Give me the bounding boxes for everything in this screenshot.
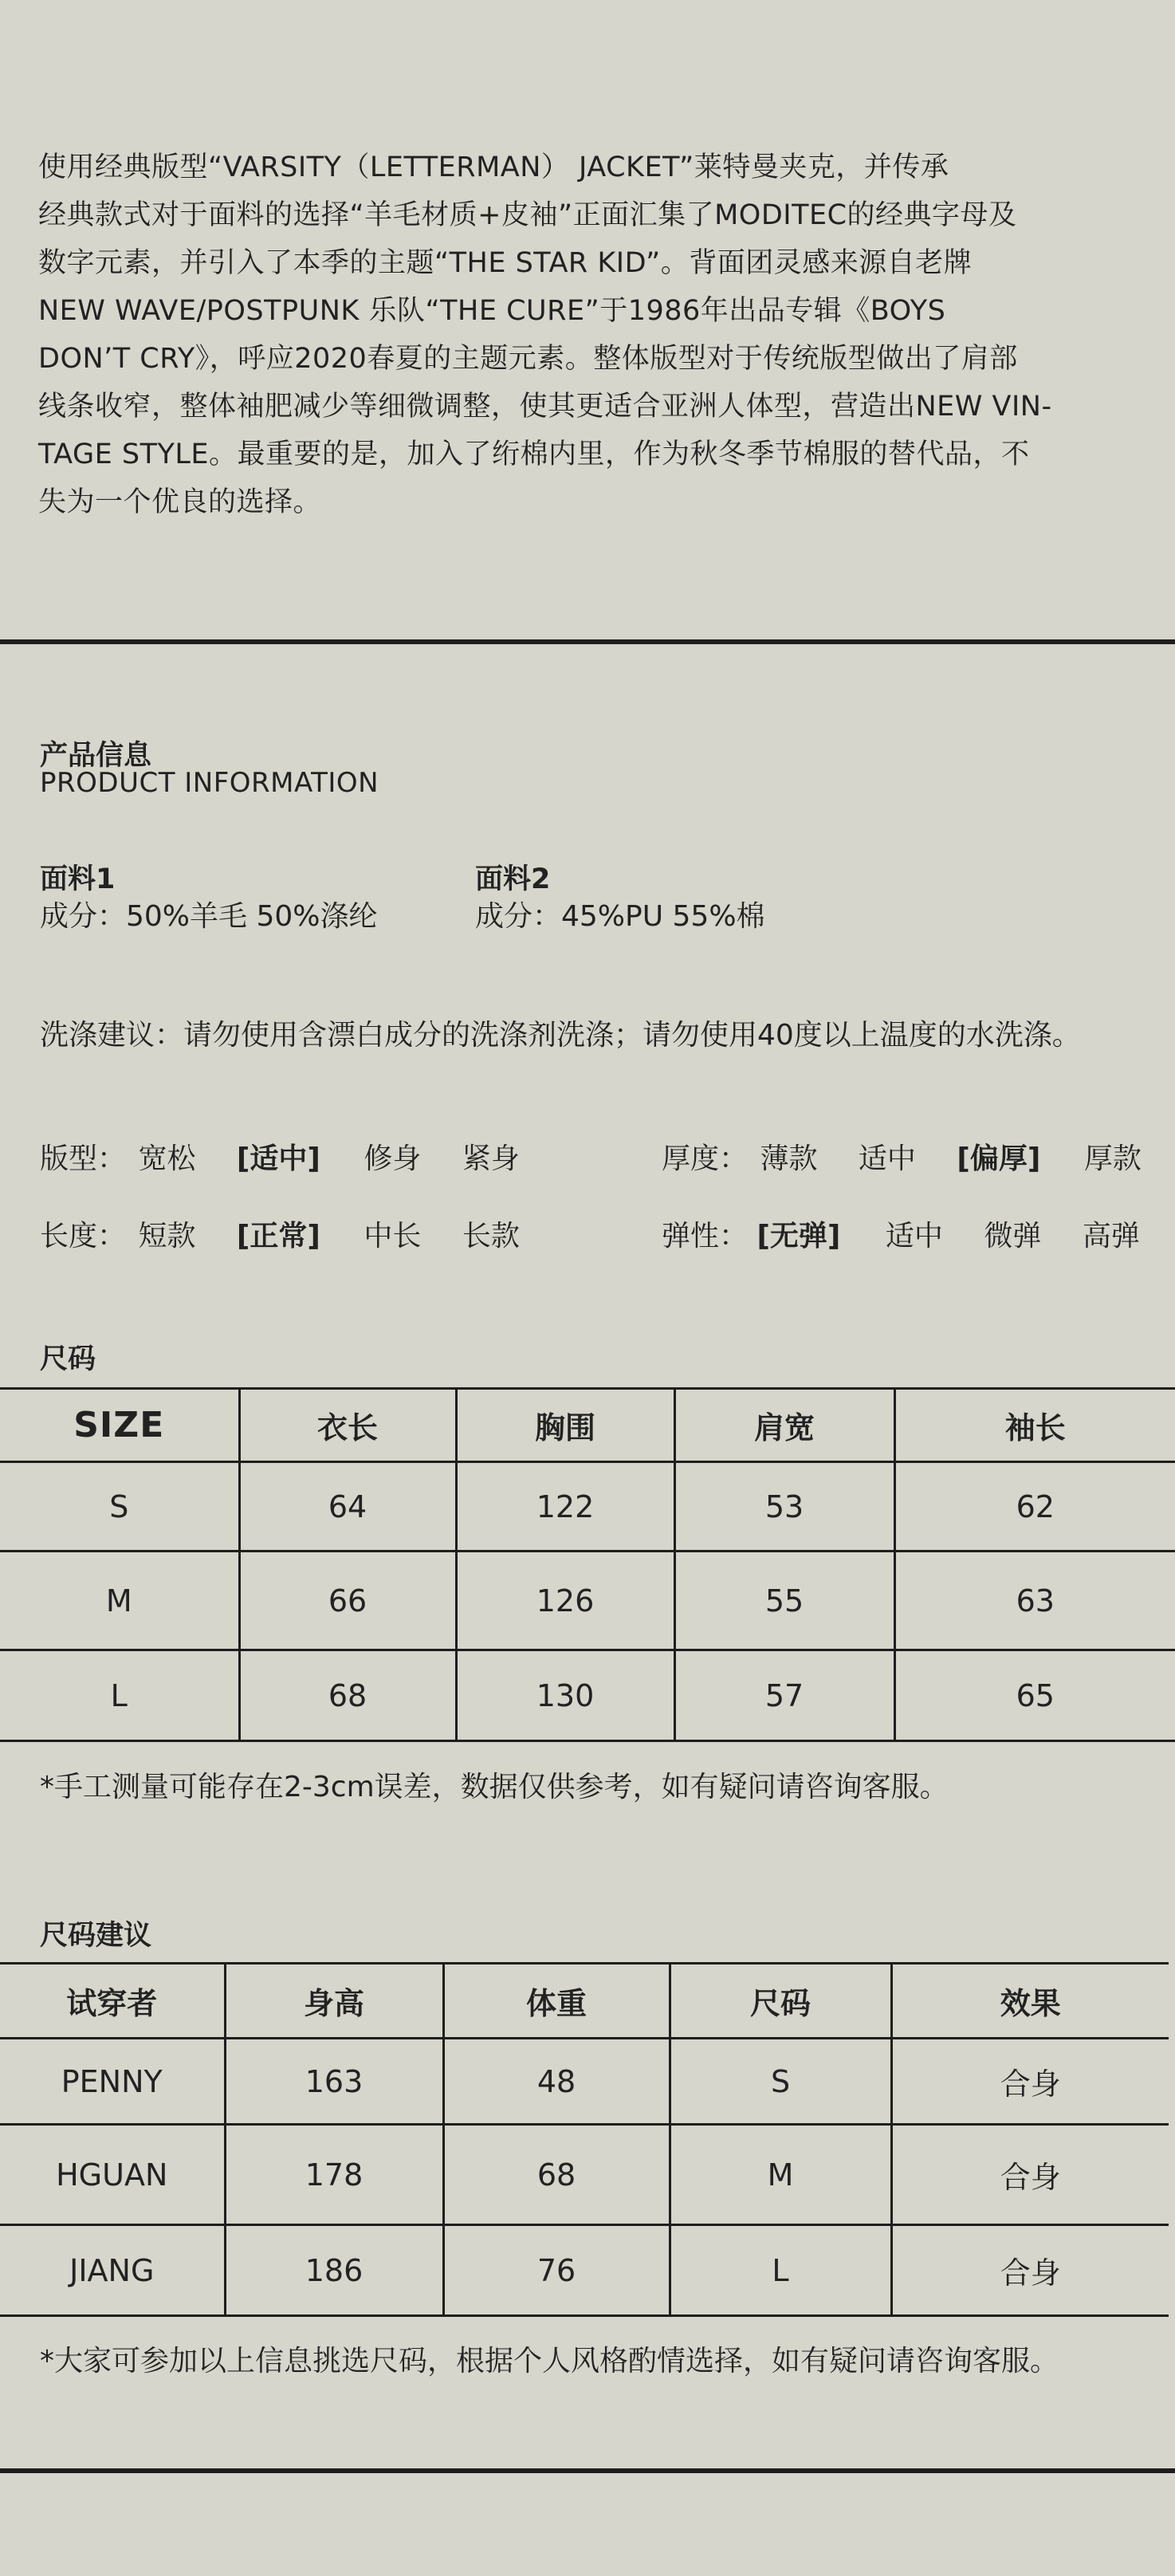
table-cell: 48 <box>443 2039 670 2125</box>
fabric2-label: 面料2 <box>475 863 551 895</box>
length-option: 长款 <box>462 1220 520 1253</box>
product-info-title-en: PRODUCT INFORMATION <box>40 767 379 799</box>
intro-line: DON’T CRY》，呼应2020春夏的主题元素。整体版型对于传统版型做出了肩部 <box>38 343 1018 375</box>
fit-suggestion-header: 身高 <box>225 1964 443 2039</box>
table-cell: 合身 <box>891 2125 1169 2225</box>
section-divider <box>0 639 1175 644</box>
table-cell: 163 <box>225 2039 443 2125</box>
intro-line: NEW WAVE/POSTPUNK 乐队“THE CURE”于1986年出品专辑《BOYS <box>38 295 946 327</box>
table-cell: 68 <box>239 1650 456 1741</box>
size-chart-title: 尺码 <box>40 1343 96 1375</box>
elasticity-label: 弹性： <box>662 1220 749 1253</box>
table-row <box>0 2225 1169 2316</box>
table-cell: 53 <box>674 1462 894 1551</box>
elasticity-option: 适中 <box>885 1220 943 1253</box>
intro-line: 数字元素，并引入了本季的主题“THE STAR KID”。背面团灵感来源自老牌 <box>38 247 973 279</box>
intro-line: 使用经典版型“VARSITY（LETTERMAN） JACKET”莱特曼夹克，并传承 <box>38 151 949 183</box>
fit-suggestion-header: 效果 <box>891 1964 1169 2039</box>
table-cell: 130 <box>456 1650 674 1741</box>
bottom-divider <box>0 2468 1175 2473</box>
table-row <box>0 2125 1169 2225</box>
table-cell: L <box>670 2225 891 2316</box>
fit-suggestion-header: 尺码 <box>670 1964 891 2039</box>
thickness-option: 适中 <box>858 1142 916 1175</box>
fabric1-value: 成分：50%羊毛 50%涤纶 <box>40 900 378 933</box>
size-chart-header: 袖长 <box>894 1389 1175 1462</box>
table-cell: 57 <box>674 1650 894 1741</box>
intro-line: 线条收窄，整体袖肥减少等细微调整，使其更适合亚洲人体型，营造出NEW VIN- <box>38 391 1052 423</box>
intro-line: 失为一个优良的选择。 <box>38 486 322 518</box>
table-cell: S <box>0 1462 239 1551</box>
table-cell: 126 <box>456 1551 674 1650</box>
size-chart-table <box>0 1387 1175 1742</box>
elasticity-attribute <box>662 1213 1140 1254</box>
table-cell: 62 <box>894 1462 1175 1551</box>
fit-label: 版型： <box>40 1142 127 1175</box>
table-cell: 186 <box>225 2225 443 2316</box>
fit-option: 紧身 <box>462 1142 520 1175</box>
thickness-option-selected: [偏厚] <box>957 1142 1041 1175</box>
table-cell: 64 <box>239 1462 456 1551</box>
product-info-title-cn: 产品信息 <box>40 740 152 772</box>
fit-option: 修身 <box>364 1142 422 1175</box>
table-cell: HGUAN <box>0 2125 225 2225</box>
fit-suggestion-note: *大家可参加以上信息挑选尺码，根据个人风格酌情选择，如有疑问请咨询客服。 <box>40 2345 1059 2377</box>
table-cell: 63 <box>894 1551 1175 1650</box>
table-cell: 68 <box>443 2125 670 2225</box>
fit-suggestion-header: 体重 <box>443 1964 670 2039</box>
table-cell: 122 <box>456 1462 674 1551</box>
fit-attribute <box>40 1136 520 1177</box>
table-cell: 合身 <box>891 2225 1169 2316</box>
size-chart-note: *手工测量可能存在2-3cm误差，数据仅供参考，如有疑问请咨询客服。 <box>40 1771 949 1803</box>
size-chart-header: 胸围 <box>456 1389 674 1462</box>
fabric1-label: 面料1 <box>40 863 116 895</box>
thickness-option: 薄款 <box>760 1142 818 1175</box>
length-attribute <box>40 1213 520 1254</box>
fabric2-value: 成分：45%PU 55%棉 <box>475 900 765 933</box>
table-cell: M <box>0 1551 239 1650</box>
table-row <box>0 1650 1175 1741</box>
fit-option: 宽松 <box>138 1142 196 1175</box>
fit-suggestion-title: 尺码建议 <box>40 1920 152 1952</box>
intro-line: TAGE STYLE。最重要的是，加入了绗棉内里，作为秋冬季节棉服的替代品，不 <box>38 439 1030 470</box>
elasticity-option: 微弹 <box>984 1220 1042 1253</box>
length-option: 中长 <box>364 1220 422 1253</box>
length-label: 长度： <box>40 1220 127 1253</box>
size-chart-header-row <box>0 1389 1175 1462</box>
fit-suggestion-header: 试穿者 <box>0 1964 225 2039</box>
elasticity-option: 高弹 <box>1082 1220 1140 1253</box>
size-chart-header: SIZE <box>0 1389 239 1462</box>
table-cell: 65 <box>894 1650 1175 1741</box>
table-cell: 76 <box>443 2225 670 2316</box>
table-cell: L <box>0 1650 239 1741</box>
table-cell: JIANG <box>0 2225 225 2316</box>
table-row <box>0 2039 1169 2125</box>
table-cell: 合身 <box>891 2039 1169 2125</box>
size-chart-header: 肩宽 <box>674 1389 894 1462</box>
fit-option-selected: [适中] <box>236 1142 320 1175</box>
length-option-selected: [正常] <box>236 1220 320 1253</box>
table-cell: 55 <box>674 1551 894 1650</box>
table-cell: 178 <box>225 2125 443 2225</box>
fit-suggestion-table <box>0 1962 1169 2317</box>
intro-paragraph <box>38 144 1098 526</box>
size-chart-header: 衣长 <box>239 1389 456 1462</box>
table-row <box>0 1462 1175 1551</box>
table-row <box>0 1551 1175 1650</box>
thickness-attribute <box>662 1136 1142 1177</box>
fit-suggestion-header-row <box>0 1964 1169 2039</box>
table-cell: M <box>670 2125 891 2225</box>
thickness-option: 厚款 <box>1083 1142 1142 1175</box>
elasticity-option-selected: [无弹] <box>756 1220 841 1253</box>
table-cell: 66 <box>239 1551 456 1650</box>
length-option: 短款 <box>138 1220 196 1253</box>
intro-line: 经典款式对于面料的选择“羊毛材质+皮袖”正面汇集了MODITEC的经典字母及 <box>38 199 1017 231</box>
table-cell: PENNY <box>0 2039 225 2125</box>
wash-instructions: 洗涤建议：请勿使用含漂白成分的洗涤剂洗涤；请勿使用40度以上温度的水洗涤。 <box>40 1019 1081 1052</box>
table-cell: S <box>670 2039 891 2125</box>
thickness-label: 厚度： <box>662 1142 749 1175</box>
